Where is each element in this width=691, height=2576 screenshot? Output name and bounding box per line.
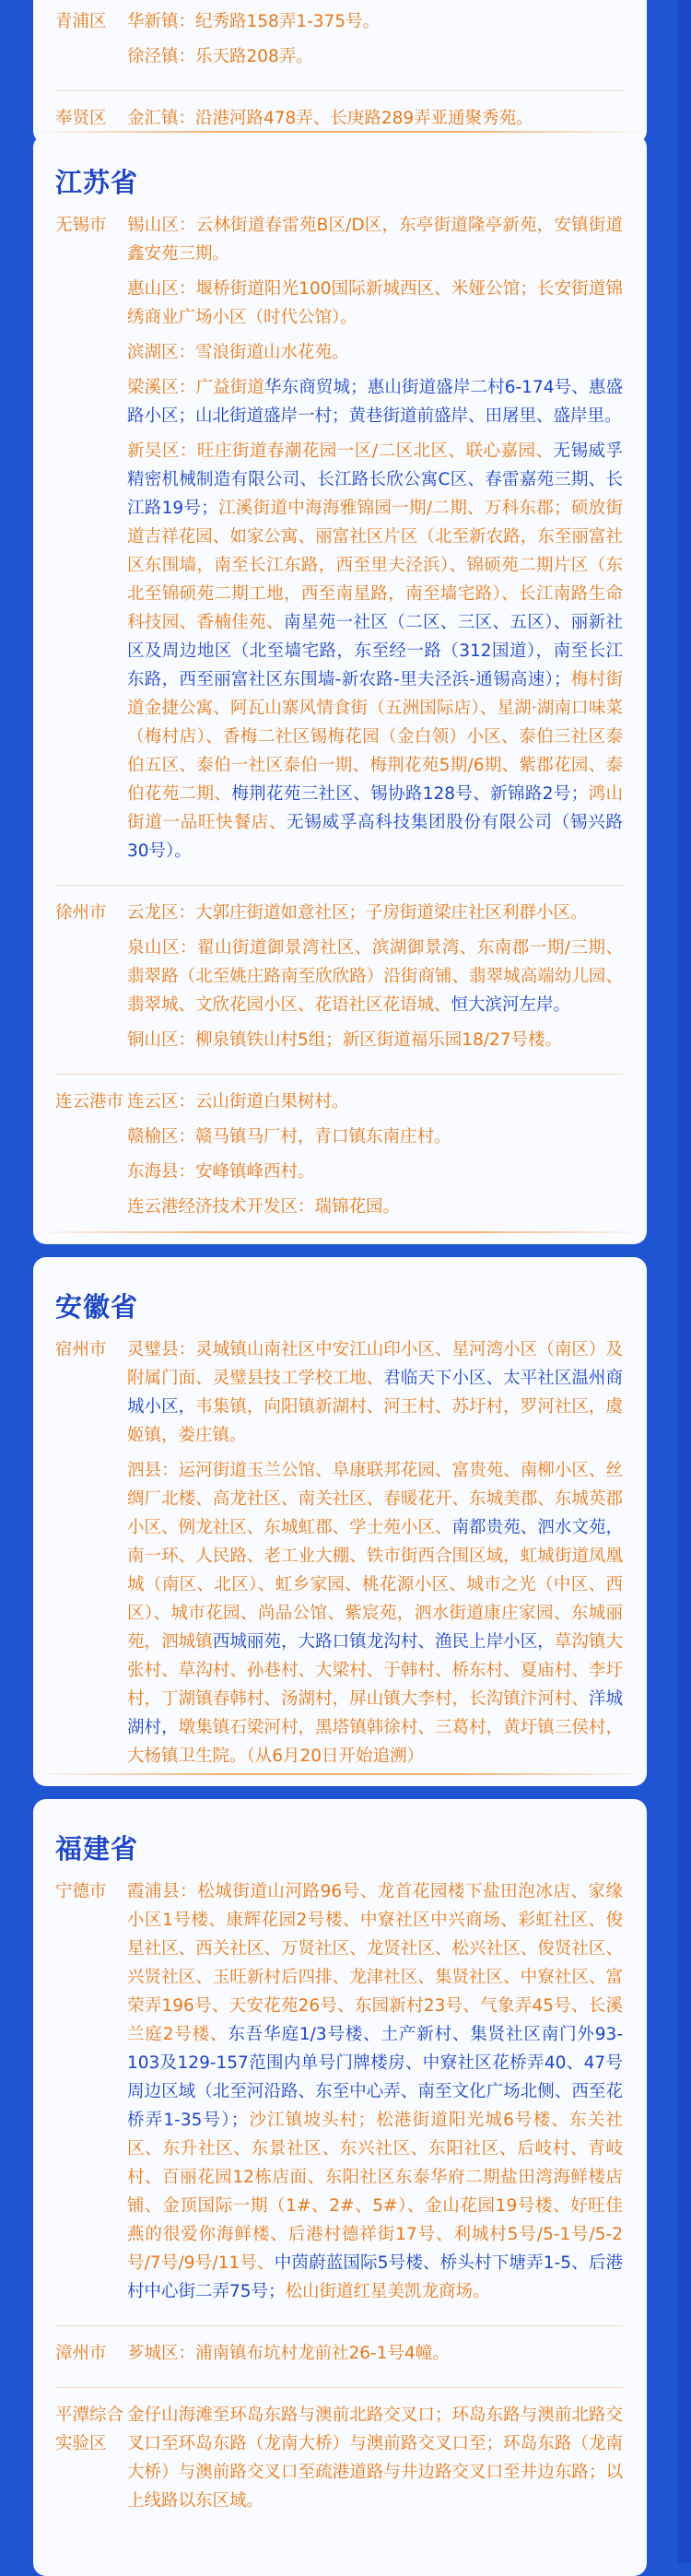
district-list — [127, 1335, 623, 1777]
location-text: 云山街道白果树村。 — [195, 1092, 349, 1112]
location-text: 乐天路208弄。 — [195, 47, 313, 66]
district-entry — [127, 2401, 623, 2515]
district-entry — [127, 275, 623, 332]
location-text: 雪浪街道山水花苑。 — [195, 343, 349, 362]
district-name: 金汇镇： — [127, 109, 196, 128]
district-list — [127, 1088, 623, 1228]
district-entry — [127, 104, 623, 133]
district-name: 霞浦县： — [127, 1882, 198, 1901]
province-content — [55, 162, 623, 1228]
district-name: 锡山区： — [127, 216, 196, 235]
location-text: 金仔山海滩至环岛东路与澳前北路交叉口；环岛东路与澳前北路交叉口至环岛东路（龙南大桥）与澳前路交叉口至；环岛东路（龙南大桥）与澳前路交叉口至疏港道路与井边路交叉口至井边东路；以上线路以东区域。 — [127, 2405, 623, 2511]
location-text: 梅村街道金捷公寓、阿瓦山寨风情食街（五洲国际店）、星湖·湖南口味菜（梅村店）、香梅二社区锡梅花园（金白领）小区、泰伯三社区泰伯五区、泰伯一社区泰伯一期、梅荆花苑5期/6期、紫郡花园、泰伯花苑二期、 — [127, 670, 623, 804]
district-name: 连云区： — [127, 1092, 196, 1112]
card-province — [33, 1257, 647, 1786]
district-list — [127, 899, 623, 1061]
location-text: 无锡威孚精密机械制造有限公司、长江路长欣公寓C区、春雷嘉苑三期、长江路19号； — [127, 441, 623, 518]
city-name: 青浦区 — [55, 12, 107, 31]
city-block — [55, 2339, 623, 2374]
location-text: 鸿山街道一品旺快餐店、 — [127, 784, 623, 832]
city-block — [55, 7, 623, 77]
district-entry — [127, 1026, 623, 1054]
city-block — [55, 1088, 623, 1228]
location-text: 灵城镇山南社区中安江山印小区、星河湾小区（南区）及附属门面、灵璧县技工学校工地、 — [127, 1340, 623, 1388]
divider — [33, 1773, 647, 1775]
location-text: 广益街道 — [195, 378, 264, 397]
city-block — [55, 1877, 623, 2312]
location-text: 沿港河路478弄、长庚路289弄亚通聚秀苑。 — [195, 109, 533, 128]
location-text: 南星苑一社区（二区、三区、五区）、丽新社区及周边地区（北至墙宅路，东至经一路（312国道），南至长江东路，西至丽富社区东围墙-新农路-里夫泾浜-通锡高速）； — [127, 613, 623, 689]
location-text: 赣马镇马厂村，青口镇东南庄村。 — [195, 1127, 451, 1147]
location-text: 大郭庄街道如意社区；子房街道梁庄社区利群小区。 — [195, 903, 588, 923]
province-title: 安徽省 — [55, 1291, 139, 1323]
location-text: 江溪街道中海海雅锦园一期/二期、万科东郡；硕放街道吉祥花园、如家公寓、丽富社区片区（北至新农路，东至丽富社区东围墙，南至长江东路，西至里夫泾浜）、锦硕苑二期片区（东北至锦硕苑二期工地，西至南星路，南至墙宅路）、长江南路生命科技园、香楠佳苑、 — [127, 499, 623, 632]
district-entry — [127, 899, 623, 927]
district-name: 灵璧县： — [127, 1340, 196, 1359]
district-name: 泉山区： — [127, 938, 197, 958]
location-text: 君临天下小区、太平社区温州商城小区， — [127, 1369, 623, 1417]
district-list — [127, 2401, 623, 2522]
location-text: 浦南镇布坑村龙前社26-1号4幢。 — [195, 2344, 450, 2363]
district-entry — [127, 1335, 623, 1450]
city-separator — [55, 2325, 623, 2326]
district-name: 东海县： — [127, 1162, 196, 1182]
card-province — [33, 1799, 647, 2576]
district-entry — [127, 373, 623, 430]
city-separator — [55, 885, 623, 886]
card-shanghai-tail — [33, 0, 647, 144]
location-text: 草沟镇大张村、草沟村、孙巷村、大梁村、于韩村、桥东村、夏庙村、李圩村，丁湖镇春韩村、汤湖村，屏山镇大李村，长沟镇汴河村、 — [127, 1632, 623, 1709]
district-entry — [127, 7, 623, 36]
location-text: 洋城湖村， — [127, 1689, 623, 1737]
location-text: 韦集镇，向阳镇新湖村、河王村、苏圩村，罗河社区，虞姬镇，娄庄镇。 — [127, 1397, 623, 1445]
city-block — [55, 211, 623, 872]
location-text: 中茵蔚蓝国际5号楼、桥头村下塘弄1-5、后港村中心街二弄75号； — [127, 2253, 623, 2301]
location-text: 南一环、人民路、老工业大棚、铁市街西合围区域，虹城街道凤凰城（南区、北区）、虹乡家园、桃花源小区、城市之光（中区、西区）、城市花园、尚品公馆、紫宸苑，泗水街道康庄家园、东城丽苑，泗城镇 — [127, 1547, 623, 1652]
city-name: 徐州市 — [55, 903, 107, 923]
location-text: 松城街道山河路96号、龙首花园楼下盐田泡冰店、家缘小区1号楼、康辉花园2号楼、中寮社区中兴商场、彩虹社区、俊星社区、西关社区、万贤社区、龙贤社区、松兴社区、俊贤社区、兴贤社区、玉旺新村后四排、龙津社区、集贤社区、中寮社区、富荣弄196号、天安花苑26号、东园新村23号、气象弄45号、长溪兰庭2号楼、 — [127, 1882, 623, 2044]
location-text: 瑞锦花园。 — [314, 1197, 401, 1217]
location-text: 柳泉镇铁山村5组；新区街道福乐园18/27号楼。 — [195, 1030, 563, 1050]
location-text: 南都贵苑、泗水文苑， — [451, 1518, 623, 1537]
district-entry — [127, 934, 623, 1019]
district-list — [127, 2339, 623, 2374]
district-name: 惠山区： — [127, 279, 196, 299]
city-list — [55, 7, 623, 139]
city-separator — [55, 2387, 623, 2388]
district-entry — [127, 1877, 623, 2306]
district-name: 赣榆区： — [127, 1127, 196, 1147]
city-block — [55, 899, 623, 1061]
district-name: 连云港经济技术开发区： — [127, 1197, 315, 1217]
district-name: 新吴区： — [127, 441, 197, 461]
city-name: 宁德市 — [55, 1882, 107, 1901]
province-title: 福建省 — [55, 1833, 139, 1864]
city-block — [55, 2401, 623, 2522]
city-block — [55, 1335, 623, 1777]
city-name: 漳州市 — [55, 2344, 107, 2363]
district-name: 徐泾镇： — [127, 47, 196, 66]
location-text: 沙江镇坡头村；松港街道阳光城6号楼、东关社区、东升社区、东景社区、东兴社区、东阳社区、后岐村、青岐村、百丽花园12栋店面、东阳社区东泰华府二期盐田湾海鲜楼店铺、金顶国际一期（1#、2#、5#）、金山花园19号楼、好旺佳燕的很爱你海鲜楼、后港村德祥街17号、利城村5号/5-1号/5-2号/7号/9号/11号、 — [127, 2111, 623, 2273]
location-text: 无锡威孚高科技集团股份有限公司（锡兴路30号）。 — [127, 813, 623, 861]
location-text: 梅荆花苑三社区、锡协路128号、新锦路2号； — [231, 784, 589, 804]
location-text: 纪秀路158弄1-375号。 — [195, 12, 381, 31]
divider — [33, 1231, 647, 1233]
city-separator — [55, 1074, 623, 1075]
location-text: 松山街道红星美凯龙商场。 — [285, 2282, 490, 2301]
district-name: 滨湖区： — [127, 343, 196, 362]
city-name: 宿州市 — [55, 1340, 107, 1359]
location-text: 东吾华庭1/3号楼、土产新村、集贤社区南门外93-103及129-157范围内单号门牌楼房、中寮社区花桥弄40、47号周边区域（北至河沿路、东至中心弄、南至文化广场北侧、西至花桥弄1-35号）； — [127, 2025, 623, 2130]
location-text: 堰桥街道阳光100国际新城西区、米娅公馆；长安街道锦绣商业广场小区（时代公馆）。 — [127, 279, 623, 327]
district-name: 芗城区： — [127, 2344, 196, 2363]
district-entry — [127, 42, 623, 71]
location-text: 运河街道玉兰公馆、阜康联邦花园、富贵苑、南柳小区、丝绸厂北楼、高龙社区、南关社区、春暖花开、东城美郡、东城英郡小区、例龙社区、东城虹郡、学士苑小区、 — [127, 1461, 623, 1537]
location-text: 华东商贸城；惠山街道盛岸二村6-174号、惠盛路小区；山北街道盛岸一村；黄巷街道前盛岸、田屠里、盛岸里。 — [127, 378, 623, 426]
district-entry — [127, 1088, 623, 1116]
right-stripe — [678, 0, 691, 2563]
location-text: 翟山街道御景湾社区、滨湖御景湾、东南郡一期/三期、翡翠路（北至姚庄路南至欣欣路）沿街商铺、翡翠城高端幼儿园、翡翠城、文欣花园小区、花语社区花语城、 — [127, 938, 623, 1015]
district-entry — [127, 437, 623, 865]
divider — [33, 131, 647, 133]
city-name: 连云港市 — [55, 1092, 124, 1112]
district-name: 云龙区： — [127, 903, 196, 923]
district-entry — [127, 1456, 623, 1770]
province-content — [55, 1287, 623, 1777]
location-text: 恒大滨河左岸。 — [451, 995, 571, 1015]
district-name: 泗县： — [127, 1461, 179, 1480]
district-entry — [127, 338, 623, 367]
province-content — [55, 1829, 623, 2522]
location-text: 安峰镇峰西村。 — [195, 1162, 315, 1182]
location-text: 墩集镇石梁河村，黑塔镇韩徐村、三葛村，黄圩镇三侯村，大杨镇卫生院。（从6月20日开始追溯） — [127, 1718, 623, 1766]
district-list — [127, 1877, 623, 2312]
district-entry — [127, 211, 623, 268]
location-text: 旺庄街道春潮花园一区/二区北区、联心嘉园、 — [196, 441, 554, 461]
district-name: 铜山区： — [127, 1030, 196, 1050]
district-list — [127, 7, 623, 77]
city-name: 奉贤区 — [55, 109, 107, 128]
district-entry — [127, 1158, 623, 1186]
district-name: 华新镇： — [127, 12, 196, 31]
city-name: 无锡市 — [55, 216, 107, 235]
location-text: 云林街道春雷苑B区/D区，东亭街道隆亭新苑，安镇街道鑫安苑三期。 — [127, 216, 623, 264]
province-title: 江苏省 — [55, 167, 139, 198]
district-entry — [127, 1123, 623, 1151]
city-separator — [55, 90, 623, 91]
city-name: 平潭综合实验区 — [55, 2405, 124, 2453]
district-name: 梁溪区： — [127, 378, 196, 397]
district-entry — [127, 2339, 623, 2368]
card-province — [33, 135, 647, 1244]
location-text: 西城丽苑，大路口镇龙沟村、渔民上岸小区， — [212, 1632, 555, 1652]
district-entry — [127, 1193, 623, 1221]
district-list — [127, 211, 623, 872]
